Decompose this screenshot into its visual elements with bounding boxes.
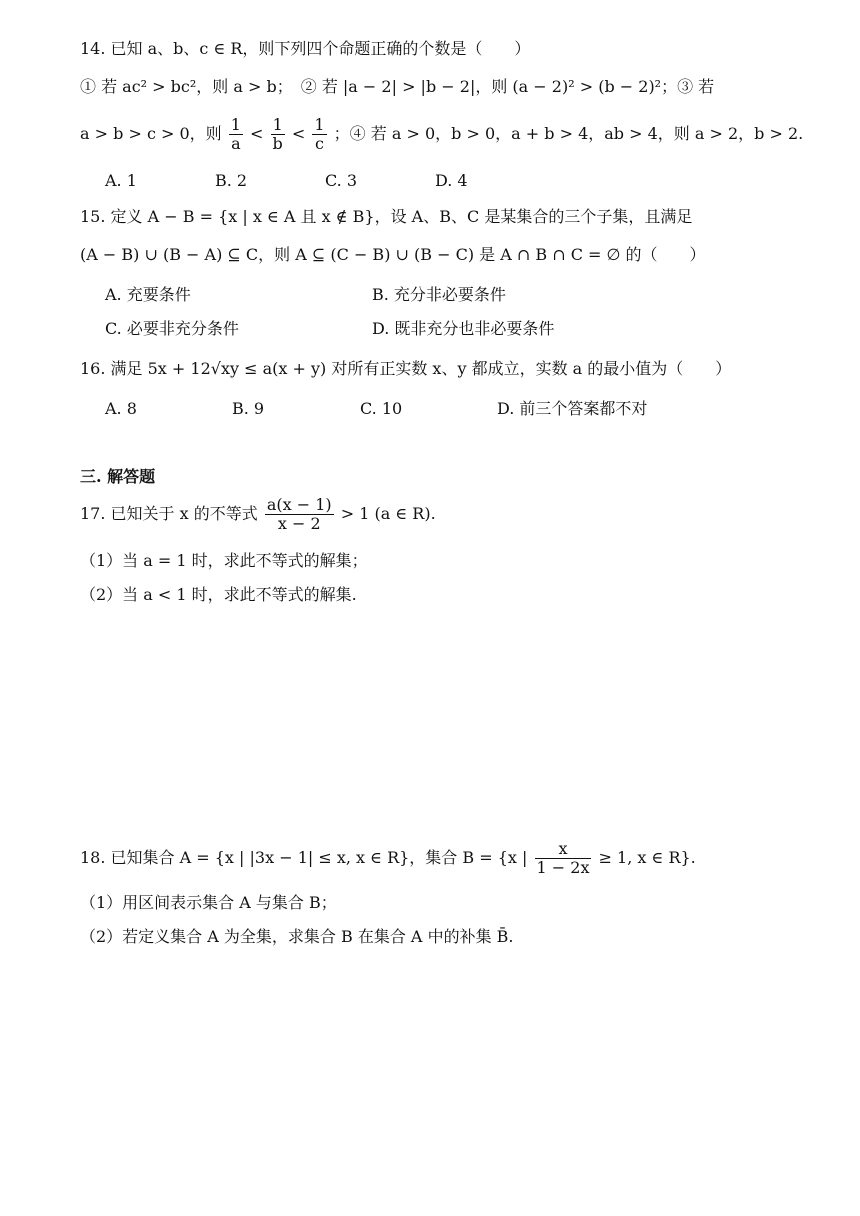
q18-fraction: $\frac{x}{1 - 2x}$ — [536, 839, 590, 877]
q17-stem — [80, 494, 436, 534]
q18-part1: （1）用区间表示集合 A 与集合 B； — [80, 893, 337, 912]
q15-option-b: B. 充分非必要条件 — [372, 285, 506, 304]
q16-option-b: B. 9 — [232, 399, 265, 418]
q18-part2: （2）若定义集合 A 为全集，求集合 B 在集合 A 中的补集 B̄. — [80, 927, 514, 946]
q18-pre: 18. 已知集合 A = {x | |3x − 1| ≤ x, x ∈ R}，集合 B = {x | — [80, 848, 528, 867]
q16-option-c: C. 10 — [360, 399, 403, 418]
less-than-sign: < — [250, 124, 264, 143]
q18-post: ≥ 1, x ∈ R}. — [598, 848, 696, 867]
q14-option-a: A. 1 — [105, 171, 137, 190]
q14-frac-1a: $\frac{1}{a}$ — [230, 115, 241, 153]
q16-stem: 16. 满足 5x + 12√xy ≤ a(x + y) 对所有正实数 x、y 都成立，实数 a 的最小值为（ ） — [80, 359, 732, 378]
q14-option-d: D. 4 — [435, 171, 468, 190]
q17-fraction: $\frac{a(x - 1)}{x - 2}$ — [266, 495, 332, 533]
q15-line1: 15. 定义 A − B = {x | x ∈ A 且 x ∉ B}，设 A、B、C 是某集合的三个子集，且满足 — [80, 207, 693, 226]
q17-part1: （1）当 a = 1 时，求此不等式的解集； — [80, 551, 368, 570]
q16-option-a: A. 8 — [105, 399, 137, 418]
q18-stem — [80, 838, 696, 878]
q14-frac-1b: $\frac{1}{b}$ — [272, 115, 283, 153]
q14-option-b: B. 2 — [215, 171, 248, 190]
q17-pre: 17. 已知关于 x 的不等式 — [80, 504, 258, 523]
q17-part2: （2）当 a < 1 时，求此不等式的解集. — [80, 585, 357, 604]
less-than-sign: < — [291, 124, 306, 143]
q15-option-a: A. 充要条件 — [105, 285, 191, 304]
q17-post: > 1 (a ∈ R). — [340, 504, 436, 523]
q14-stem: 14. 已知 a、b、c ∈ R，则下列四个命题正确的个数是（ ） — [80, 39, 531, 58]
q15-option-d: D. 既非充分也非必要条件 — [372, 319, 555, 338]
q14-line3 — [80, 114, 803, 154]
q14-option-c: C. 3 — [325, 171, 358, 190]
q14-frac-1c: $\frac{1}{c}$ — [314, 115, 325, 153]
section-heading: 三. 解答题 — [80, 467, 156, 486]
q14-line2: ① 若 ac² > bc²，则 a > b； ② 若 |a − 2| > |b − 2|，则 (a − 2)² > (b − 2)²；③ 若 — [80, 77, 715, 96]
q16-option-d: D. 前三个答案都不对 — [497, 399, 648, 418]
q14-line3-post: ；④ 若 a > 0，b > 0，a + b > 4，ab > 4，则 a > 2，b > 2. — [333, 124, 804, 143]
q15-option-c: C. 必要非充分条件 — [105, 319, 239, 338]
q14-line3-pre: a > b > c > 0，则 — [80, 124, 222, 143]
q15-line2: (A − B) ∪ (B − A) ⊆ C，则 A ⊆ (C − B) ∪ (B − C) 是 A ∩ B ∩ C = ∅ 的（ ） — [80, 245, 706, 264]
